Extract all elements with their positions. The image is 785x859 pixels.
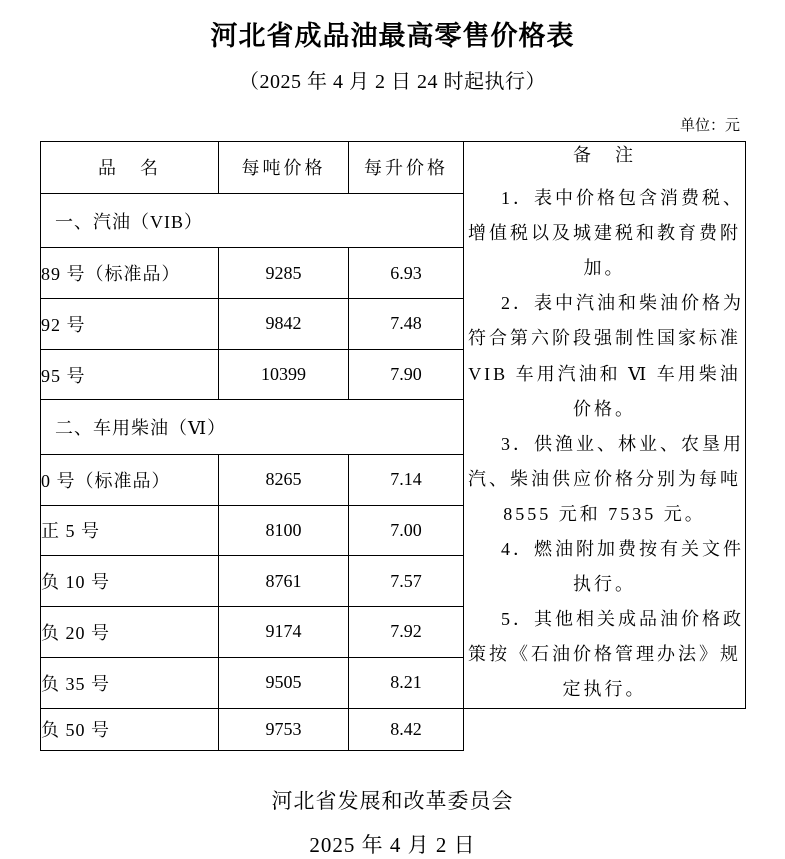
- section-label-gasoline: 一、汽油（VIB）: [41, 193, 464, 247]
- row-price-per-litre: 7.48: [349, 299, 464, 350]
- note-item-2: 2．表中汽油和柴油价格为符合第六阶段强制性国家标准 VIB 车用汽油和 Ⅵ 车用柴油价格。: [468, 293, 744, 419]
- row-price-per-litre: 7.57: [349, 556, 464, 607]
- header-price-per-litre: 每升价格: [349, 142, 464, 194]
- section-label-diesel: 二、车用柴油（Ⅵ）: [41, 400, 464, 454]
- note-item-4: 4．燃油附加费按有关文件执行。: [501, 539, 744, 595]
- row-price-per-ton: 10399: [219, 349, 349, 400]
- row-price-per-ton: 9174: [219, 606, 349, 657]
- row-price-per-litre: 8.21: [349, 657, 464, 708]
- row-product-name: 负 10 号: [41, 556, 219, 607]
- row-price-per-litre: 6.93: [349, 248, 464, 299]
- row-product-name: 正 5 号: [41, 505, 219, 556]
- row-product-name: 负 50 号: [41, 708, 219, 750]
- document-footer: [0, 785, 785, 859]
- issue-date: 2025 年 4 月 2 日: [309, 832, 476, 857]
- row-price-per-ton: 9842: [219, 299, 349, 350]
- table-row: [41, 708, 746, 750]
- row-price-per-ton: 8265: [219, 454, 349, 505]
- header-remarks: 备 注: [573, 145, 636, 165]
- notes-cell: [464, 142, 746, 709]
- page-subtitle: （2025 年 4 月 2 日 24 时起执行）: [239, 71, 546, 93]
- row-product-name: 95 号: [41, 349, 219, 400]
- row-product-name: 89 号（标准品）: [41, 248, 219, 299]
- document-page: [0, 14, 785, 857]
- unit-label: 单位：元: [679, 118, 740, 134]
- table-header-row: [41, 142, 746, 194]
- row-price-per-litre: 7.00: [349, 505, 464, 556]
- row-price-per-litre: 7.90: [349, 349, 464, 400]
- header-price-per-ton: 每吨价格: [219, 142, 349, 194]
- price-table-wrapper: [40, 141, 745, 751]
- row-price-per-litre: 7.14: [349, 454, 464, 505]
- note-item-3: 3．供渔业、林业、农垦用汽、柴油供应价格分别为每吨 8555 元和 7535 元。: [468, 433, 744, 524]
- row-product-name: 92 号: [41, 299, 219, 350]
- row-product-name: 负 35 号: [41, 657, 219, 708]
- row-price-per-ton: 9285: [219, 248, 349, 299]
- page-title: 河北省成品油最高零售价格表: [210, 21, 575, 51]
- row-price-per-ton: 9753: [219, 708, 349, 750]
- row-price-per-ton: 8761: [219, 556, 349, 607]
- price-table: [40, 141, 746, 751]
- row-price-per-litre: 7.92: [349, 606, 464, 657]
- header-product-name: 品 名: [41, 142, 219, 194]
- row-price-per-ton: 9505: [219, 657, 349, 708]
- row-product-name: 负 20 号: [41, 606, 219, 657]
- row-price-per-ton: 8100: [219, 505, 349, 556]
- issuing-organization: 河北省发展和改革委员会: [271, 788, 514, 813]
- row-product-name: 0 号（标准品）: [41, 454, 219, 505]
- note-item-5: 5．其他相关成品油价格政策按《石油价格管理办法》规定执行。: [468, 609, 744, 700]
- row-price-per-litre: 8.42: [349, 708, 464, 750]
- note-item-1: 1．表中价格包含消费税、增值税以及城建税和教育费附加。: [468, 188, 744, 279]
